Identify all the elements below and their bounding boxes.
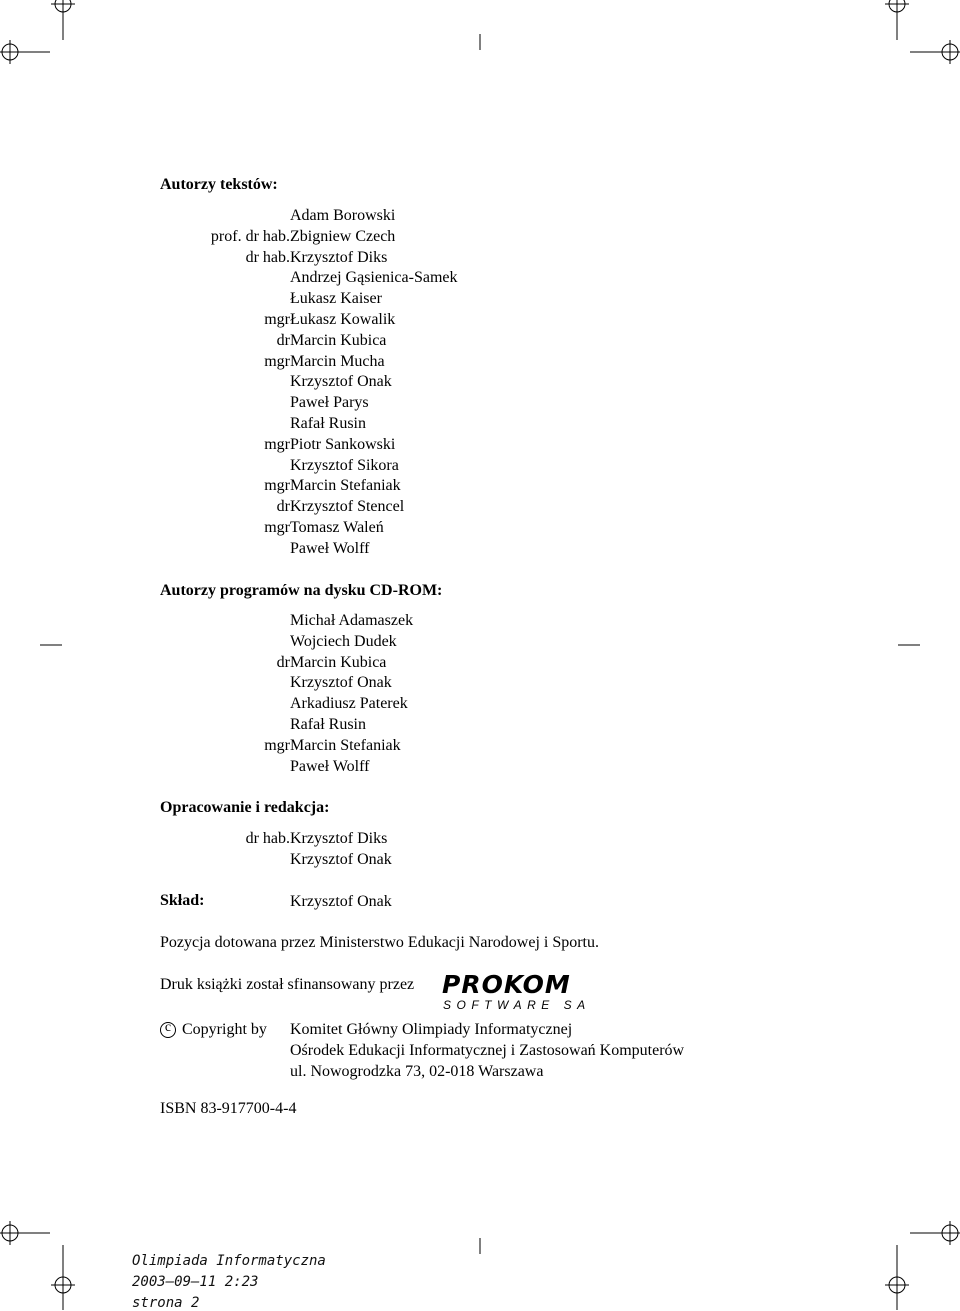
list-item [0, 372, 960, 393]
footer-page: strona 2 [132, 1295, 200, 1311]
list-item [0, 694, 960, 715]
list-item [0, 653, 960, 674]
list-item [0, 248, 960, 269]
person-name: Krzysztof Onak [290, 674, 392, 692]
person-prefix: mgr [264, 352, 290, 370]
person-name: Paweł Wolff [290, 757, 370, 775]
section-heading-editing: Opracowanie i redakcja: [160, 799, 330, 816]
person-prefix: dr [276, 331, 290, 349]
person-prefix: mgr [264, 311, 290, 328]
person-name: Krzysztof Sikora [290, 456, 399, 474]
person-prefix: dr [276, 498, 290, 516]
person-name: Marcin Kubica [290, 331, 387, 349]
list-item [0, 715, 960, 736]
list-item [0, 476, 960, 497]
print-note: Druk książki został sfinansowany przez [160, 976, 415, 993]
list-item [0, 673, 960, 694]
person-name: Krzysztof Onak [290, 850, 392, 868]
prokom-logo [442, 970, 591, 1016]
prokom-logo-sub: SOFTWARE SA [443, 998, 591, 1012]
copyright-label: Copyright by [182, 1021, 267, 1038]
list-item [0, 539, 960, 560]
person-name: Andrzej Gąsienica-Samek [290, 269, 458, 287]
funding-note: Pozycja dotowana przez Ministerstwo Edukacji Narodowej i Sportu. [160, 934, 599, 951]
list-item [0, 310, 960, 331]
person-name: Adam Borowski [290, 207, 396, 224]
list-item [0, 331, 960, 352]
list-item [0, 289, 960, 310]
prokom-logo-word: PROKOM [442, 970, 571, 999]
person-name: Marcin Stefaniak [290, 736, 401, 754]
person-name: Michał Adamaszek [290, 612, 414, 629]
person-prefix: mgr [264, 736, 290, 754]
person-name: Łukasz Kaiser [290, 290, 382, 308]
section-heading-authors-programs: Autorzy programów na dysku CD-ROM: [160, 582, 443, 599]
person-name: Łukasz Kowalik [290, 311, 396, 328]
copyright-line-3: ul. Nowogrodzka 73, 02-018 Warszawa [290, 1063, 544, 1080]
list-item [0, 268, 960, 289]
person-name: Paweł Parys [290, 394, 369, 412]
list-item [0, 435, 960, 456]
person-name: Marcin Kubica [290, 653, 387, 671]
typesetting-name: Krzysztof Onak [290, 893, 392, 910]
person-prefix: mgr [264, 435, 290, 453]
footer-title: Olimpiada Informatyczna [132, 1253, 326, 1269]
person-name: Arkadiusz Paterek [290, 695, 408, 713]
person-name: Marcin Mucha [290, 352, 385, 370]
list-item [0, 393, 960, 414]
person-name: Rafał Rusin [290, 716, 366, 733]
person-name: Tomasz Waleń [290, 519, 384, 536]
person-name: Zbigniew Czech [290, 227, 396, 245]
list-item [0, 518, 960, 539]
person-name: Krzysztof Diks [290, 248, 388, 266]
person-name: Krzysztof Stencel [290, 498, 405, 516]
list-item [0, 611, 960, 632]
person-prefix: prof. dr hab. [210, 227, 290, 245]
person-prefix: dr [276, 653, 290, 671]
list-item [0, 497, 960, 518]
copyright-line-1: Komitet Główny Olimpiady Informatycznej [290, 1021, 573, 1038]
isbn: ISBN 83-917700-4-4 [160, 1100, 297, 1117]
section-heading-authors-texts: Autorzy tekstów: [160, 176, 278, 193]
person-name: Krzysztof Onak [290, 373, 392, 391]
list-item [0, 206, 960, 227]
list-item [0, 414, 960, 435]
list-item [0, 829, 960, 850]
person-name: Rafał Rusin [290, 415, 366, 432]
person-prefix: dr hab. [245, 248, 290, 266]
list-item [0, 632, 960, 653]
copyright-circle-icon: c [160, 1022, 176, 1038]
person-name: Piotr Sankowski [290, 435, 396, 453]
copyright-line-2: Ośrodek Edukacji Informatycznej i Zastosowań Komputerów [290, 1042, 685, 1059]
footer-date: 2003–09–11 2:23 [132, 1274, 259, 1290]
list-item [0, 352, 960, 373]
person-name: Paweł Wolff [290, 539, 370, 557]
list-item [0, 757, 960, 778]
list-item [0, 227, 960, 248]
list-item [0, 850, 960, 871]
person-prefix: dr hab. [245, 830, 290, 847]
person-name: Wojciech Dudek [290, 632, 397, 650]
person-prefix: mgr [264, 477, 290, 495]
person-name: Marcin Stefaniak [290, 477, 401, 495]
list-item [0, 456, 960, 477]
section-heading-typesetting: Skład: [160, 892, 205, 909]
list-item [0, 736, 960, 757]
person-name: Krzysztof Diks [290, 830, 388, 847]
person-prefix: mgr [264, 519, 290, 536]
